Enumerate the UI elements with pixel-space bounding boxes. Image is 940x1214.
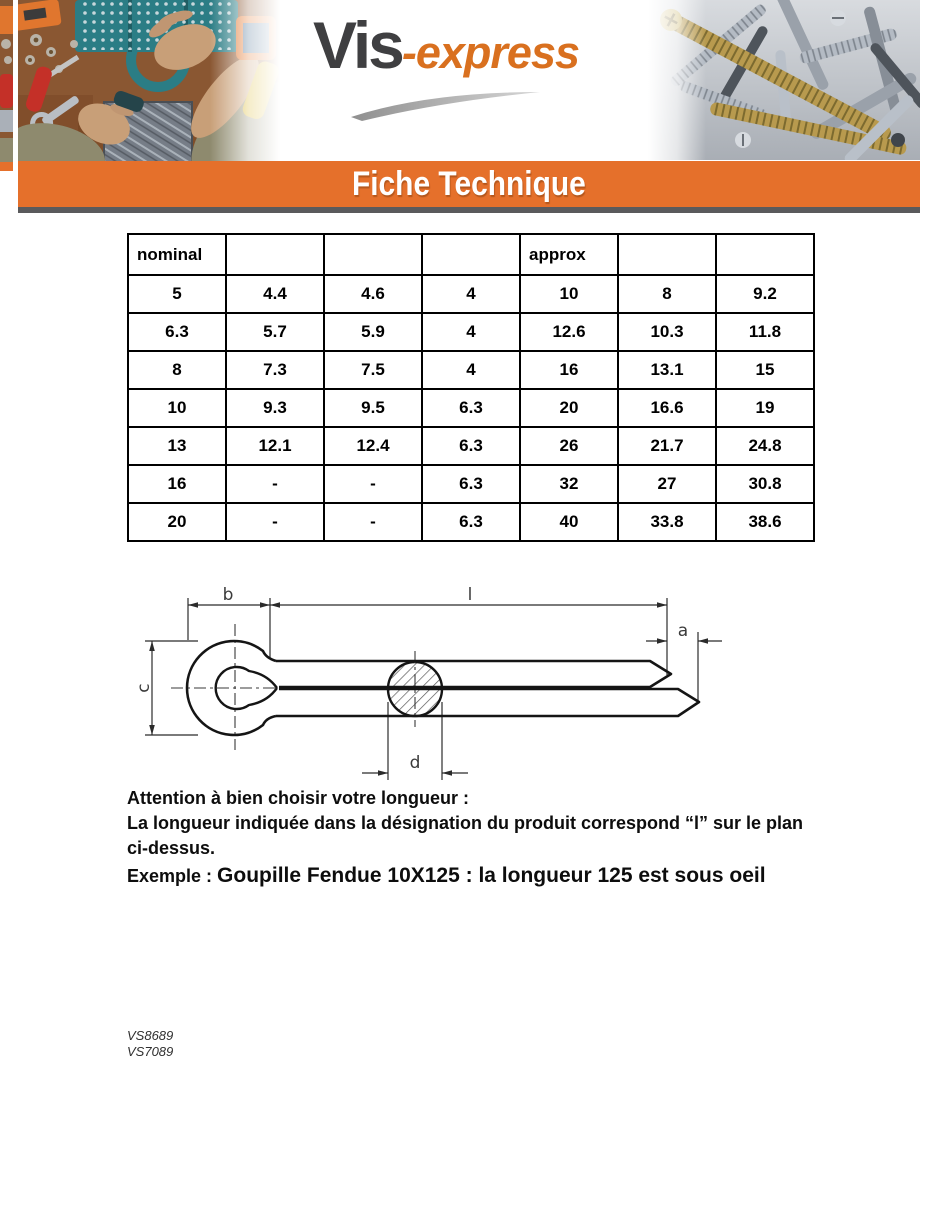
table-cell: 4.4 [226, 275, 324, 313]
table-cell: 20 [520, 389, 618, 427]
column-header: approx [520, 234, 618, 275]
table-cell: 4 [422, 275, 520, 313]
dim-label-b: b [222, 585, 234, 605]
table-cell: - [324, 503, 422, 541]
note-line-3: ci-dessus. [127, 838, 216, 858]
banner-underline [18, 207, 920, 213]
banner-title: Fiche Technique [352, 164, 586, 203]
note-example-line [127, 862, 827, 890]
table-cell: 13.1 [618, 351, 716, 389]
column-header [422, 234, 520, 275]
table-cell: 16.6 [618, 389, 716, 427]
table-cell: 33.8 [618, 503, 716, 541]
dim-label-a: a [677, 621, 689, 641]
table-row [128, 275, 814, 313]
note-line-1: Attention à bien choisir votre longueur : [127, 788, 470, 808]
table-cell: 12.6 [520, 313, 618, 351]
dimensions-table [127, 233, 815, 542]
logo-swoosh [348, 86, 543, 122]
column-header [324, 234, 422, 275]
table-cell: 7.3 [226, 351, 324, 389]
table-cell: 10 [520, 275, 618, 313]
table-row [128, 389, 814, 427]
table-cell: 5.7 [226, 313, 324, 351]
example-prefix: Exemple : [127, 866, 218, 886]
table-cell: - [226, 465, 324, 503]
table-cell: 16 [520, 351, 618, 389]
logo-vis-text: Vis [313, 8, 402, 82]
table-cell: 8 [618, 275, 716, 313]
left-edge-photo-strip [0, 0, 13, 171]
table-header-row [128, 234, 814, 275]
logo-express-text: -express [401, 27, 579, 78]
table-cell: 6.3 [128, 313, 226, 351]
table-cell: 40 [520, 503, 618, 541]
table-cell: 38.6 [716, 503, 814, 541]
column-header [226, 234, 324, 275]
table-cell: 16 [128, 465, 226, 503]
example-text: Goupille Fendue 10X125 : la longueur 125 est sous oeil [217, 864, 766, 887]
column-header [618, 234, 716, 275]
table-cell: 26 [520, 427, 618, 465]
table-cell: 10.3 [618, 313, 716, 351]
column-header: nominal [128, 234, 226, 275]
table-cell: 30.8 [716, 465, 814, 503]
table-cell: 4 [422, 351, 520, 389]
table-cell: 5.9 [324, 313, 422, 351]
table-cell: 6.3 [422, 465, 520, 503]
table-row [128, 313, 814, 351]
table-cell: 10 [128, 389, 226, 427]
table-cell: 5 [128, 275, 226, 313]
table-cell: 19 [716, 389, 814, 427]
reference-code: VS8689 [127, 1028, 174, 1043]
table-cell: 9.5 [324, 389, 422, 427]
workbench-photo [18, 0, 280, 163]
table-cell: 32 [520, 465, 618, 503]
dim-label-d: d [409, 753, 421, 773]
table-row [128, 427, 814, 465]
table-cell: 12.4 [324, 427, 422, 465]
dim-label-c: c [134, 683, 154, 693]
vis-express-logo [313, 8, 579, 95]
dim-label-l: l [467, 585, 473, 605]
table-cell: 12.1 [226, 427, 324, 465]
pin-prongs [276, 661, 699, 716]
table-cell: 8 [128, 351, 226, 389]
reference-codes [127, 1028, 173, 1060]
screws-photo [648, 0, 920, 160]
table-cell: 20 [128, 503, 226, 541]
table-cell: 9.2 [716, 275, 814, 313]
table-cell: 15 [716, 351, 814, 389]
table-cell: - [226, 503, 324, 541]
table-cell: 6.3 [422, 427, 520, 465]
table-cell: 6.3 [422, 389, 520, 427]
table-cell: 4.6 [324, 275, 422, 313]
table-row [128, 351, 814, 389]
table-cell: - [324, 465, 422, 503]
column-header [716, 234, 814, 275]
table-cell: 13 [128, 427, 226, 465]
table-cell: 24.8 [716, 427, 814, 465]
note-line-2: La longueur indiquée dans la désignation du produit correspond “l” sur le plan [127, 813, 804, 833]
table-cell: 27 [618, 465, 716, 503]
table-cell: 21.7 [618, 427, 716, 465]
table-cell: 4 [422, 313, 520, 351]
table-cell: 7.5 [324, 351, 422, 389]
table-row [128, 503, 814, 541]
table-cell: 11.8 [716, 313, 814, 351]
length-notes [127, 786, 827, 890]
banner [18, 161, 920, 207]
reference-code: VS7089 [127, 1044, 174, 1059]
table-cell: 9.3 [226, 389, 324, 427]
table-cell: 6.3 [422, 503, 520, 541]
table-row [128, 465, 814, 503]
cotter-pin-diagram [130, 575, 750, 790]
